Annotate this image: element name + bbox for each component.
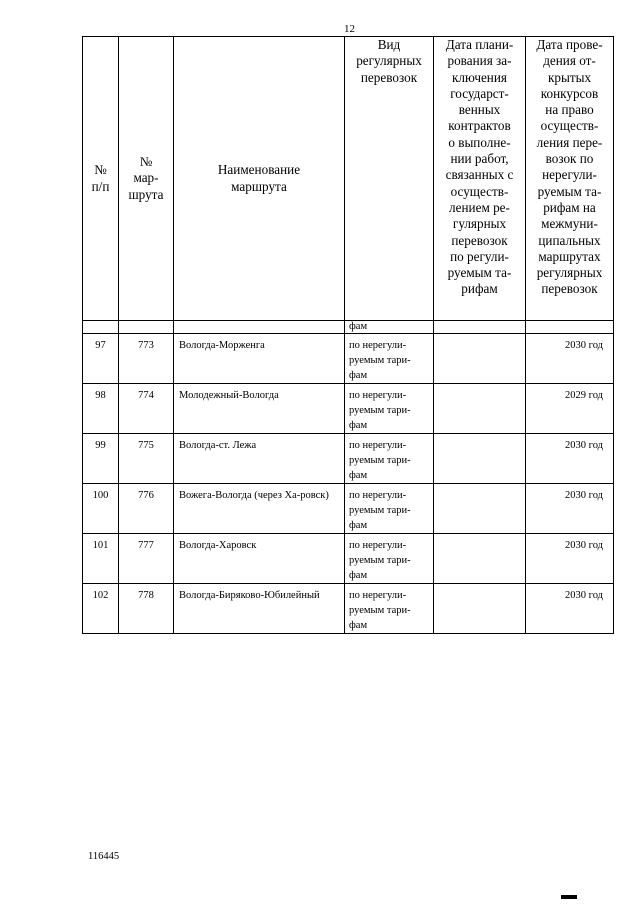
route-number: 773	[119, 334, 174, 384]
transport-kind-line: по нерегули-	[349, 440, 407, 451]
transport-kind-line: фам	[349, 470, 368, 481]
row-number: 98	[83, 384, 119, 434]
transport-kind	[345, 484, 434, 534]
page-number: 12	[344, 23, 355, 35]
header-num: № п/п	[83, 37, 119, 321]
route-name: Молодежный-Вологда	[174, 384, 345, 434]
transport-kind-line: руемым тари-	[349, 605, 411, 616]
continuation-row	[83, 321, 614, 334]
route-name: Вологда-ст. Лежа	[174, 434, 345, 484]
transport-kind	[345, 584, 434, 634]
transport-kind	[345, 534, 434, 584]
transport-kind-line: фам	[349, 370, 368, 381]
contest-date: 2030 год	[526, 434, 614, 484]
row-number: 99	[83, 434, 119, 484]
header-route-number: № мар- шрута	[119, 37, 174, 321]
cont-kind: фам	[345, 321, 434, 334]
header-planning-date: Дата плани- рования за- ключения государст- венных контрактов о выполне- нии работ, связанных с осуществ- лением ре- гулярных перевозок по регули- руемым та- рифам	[434, 37, 526, 321]
route-name: Вологда-Биряково-Юбилейный	[174, 584, 345, 634]
route-name: Вожега-Вологда (через Ха-ровск)	[174, 484, 345, 534]
transport-kind-line: руемым тари-	[349, 405, 411, 416]
route-number: 774	[119, 384, 174, 434]
transport-kind	[345, 334, 434, 384]
table-row	[83, 384, 614, 434]
transport-kind-line: по нерегули-	[349, 390, 407, 401]
header-route-name: Наименование маршрута	[174, 37, 345, 321]
table-row	[83, 484, 614, 534]
transport-kind-line: руемым тари-	[349, 555, 411, 566]
row-number: 102	[83, 584, 119, 634]
contest-date: 2030 год	[526, 484, 614, 534]
planning-date	[434, 384, 526, 434]
transport-kind-line: руемым тари-	[349, 455, 411, 466]
route-number: 776	[119, 484, 174, 534]
planning-date	[434, 584, 526, 634]
planning-date	[434, 434, 526, 484]
table-row	[83, 584, 614, 634]
cont-name	[174, 321, 345, 334]
cont-route	[119, 321, 174, 334]
contest-date: 2030 год	[526, 534, 614, 584]
transport-kind-line: по нерегули-	[349, 540, 407, 551]
page-mark	[561, 895, 577, 899]
transport-kind-line: по нерегули-	[349, 490, 407, 501]
table-header-row	[83, 37, 614, 321]
planning-date	[434, 484, 526, 534]
route-name: Вологда-Харовск	[174, 534, 345, 584]
transport-kind-line: руемым тари-	[349, 505, 411, 516]
route-number: 777	[119, 534, 174, 584]
contest-date: 2029 год	[526, 384, 614, 434]
cont-planning	[434, 321, 526, 334]
document-code: 116445	[88, 851, 120, 862]
transport-kind-line: руемым тари-	[349, 355, 411, 366]
header-transport-kind: Вид регулярных перевозок	[345, 37, 434, 321]
contest-date: 2030 год	[526, 334, 614, 384]
transport-kind-line: по нерегули-	[349, 590, 407, 601]
transport-kind	[345, 434, 434, 484]
transport-kind-line: фам	[349, 570, 368, 581]
planning-date	[434, 334, 526, 384]
transport-kind-line: фам	[349, 520, 368, 531]
header-contest-date: Дата прове- дения от- крытых конкурсов на право осуществ- ления пере- возок по нерегули- руемым та- рифам на межмуни- ципальных маршрутах регулярных перевозок	[526, 37, 614, 321]
transport-kind-line: фам	[349, 420, 368, 431]
contest-date: 2030 год	[526, 584, 614, 634]
table-row	[83, 334, 614, 384]
table-row	[83, 534, 614, 584]
route-name: Вологда-Морженга	[174, 334, 345, 384]
route-number: 775	[119, 434, 174, 484]
cont-contest	[526, 321, 614, 334]
transport-kind-line: по нерегули-	[349, 340, 407, 351]
row-number: 97	[83, 334, 119, 384]
row-number: 101	[83, 534, 119, 584]
routes-table	[82, 36, 614, 634]
transport-kind	[345, 384, 434, 434]
row-number: 100	[83, 484, 119, 534]
planning-date	[434, 534, 526, 584]
table-row	[83, 434, 614, 484]
route-number: 778	[119, 584, 174, 634]
transport-kind-line: фам	[349, 620, 368, 631]
cont-num	[83, 321, 119, 334]
